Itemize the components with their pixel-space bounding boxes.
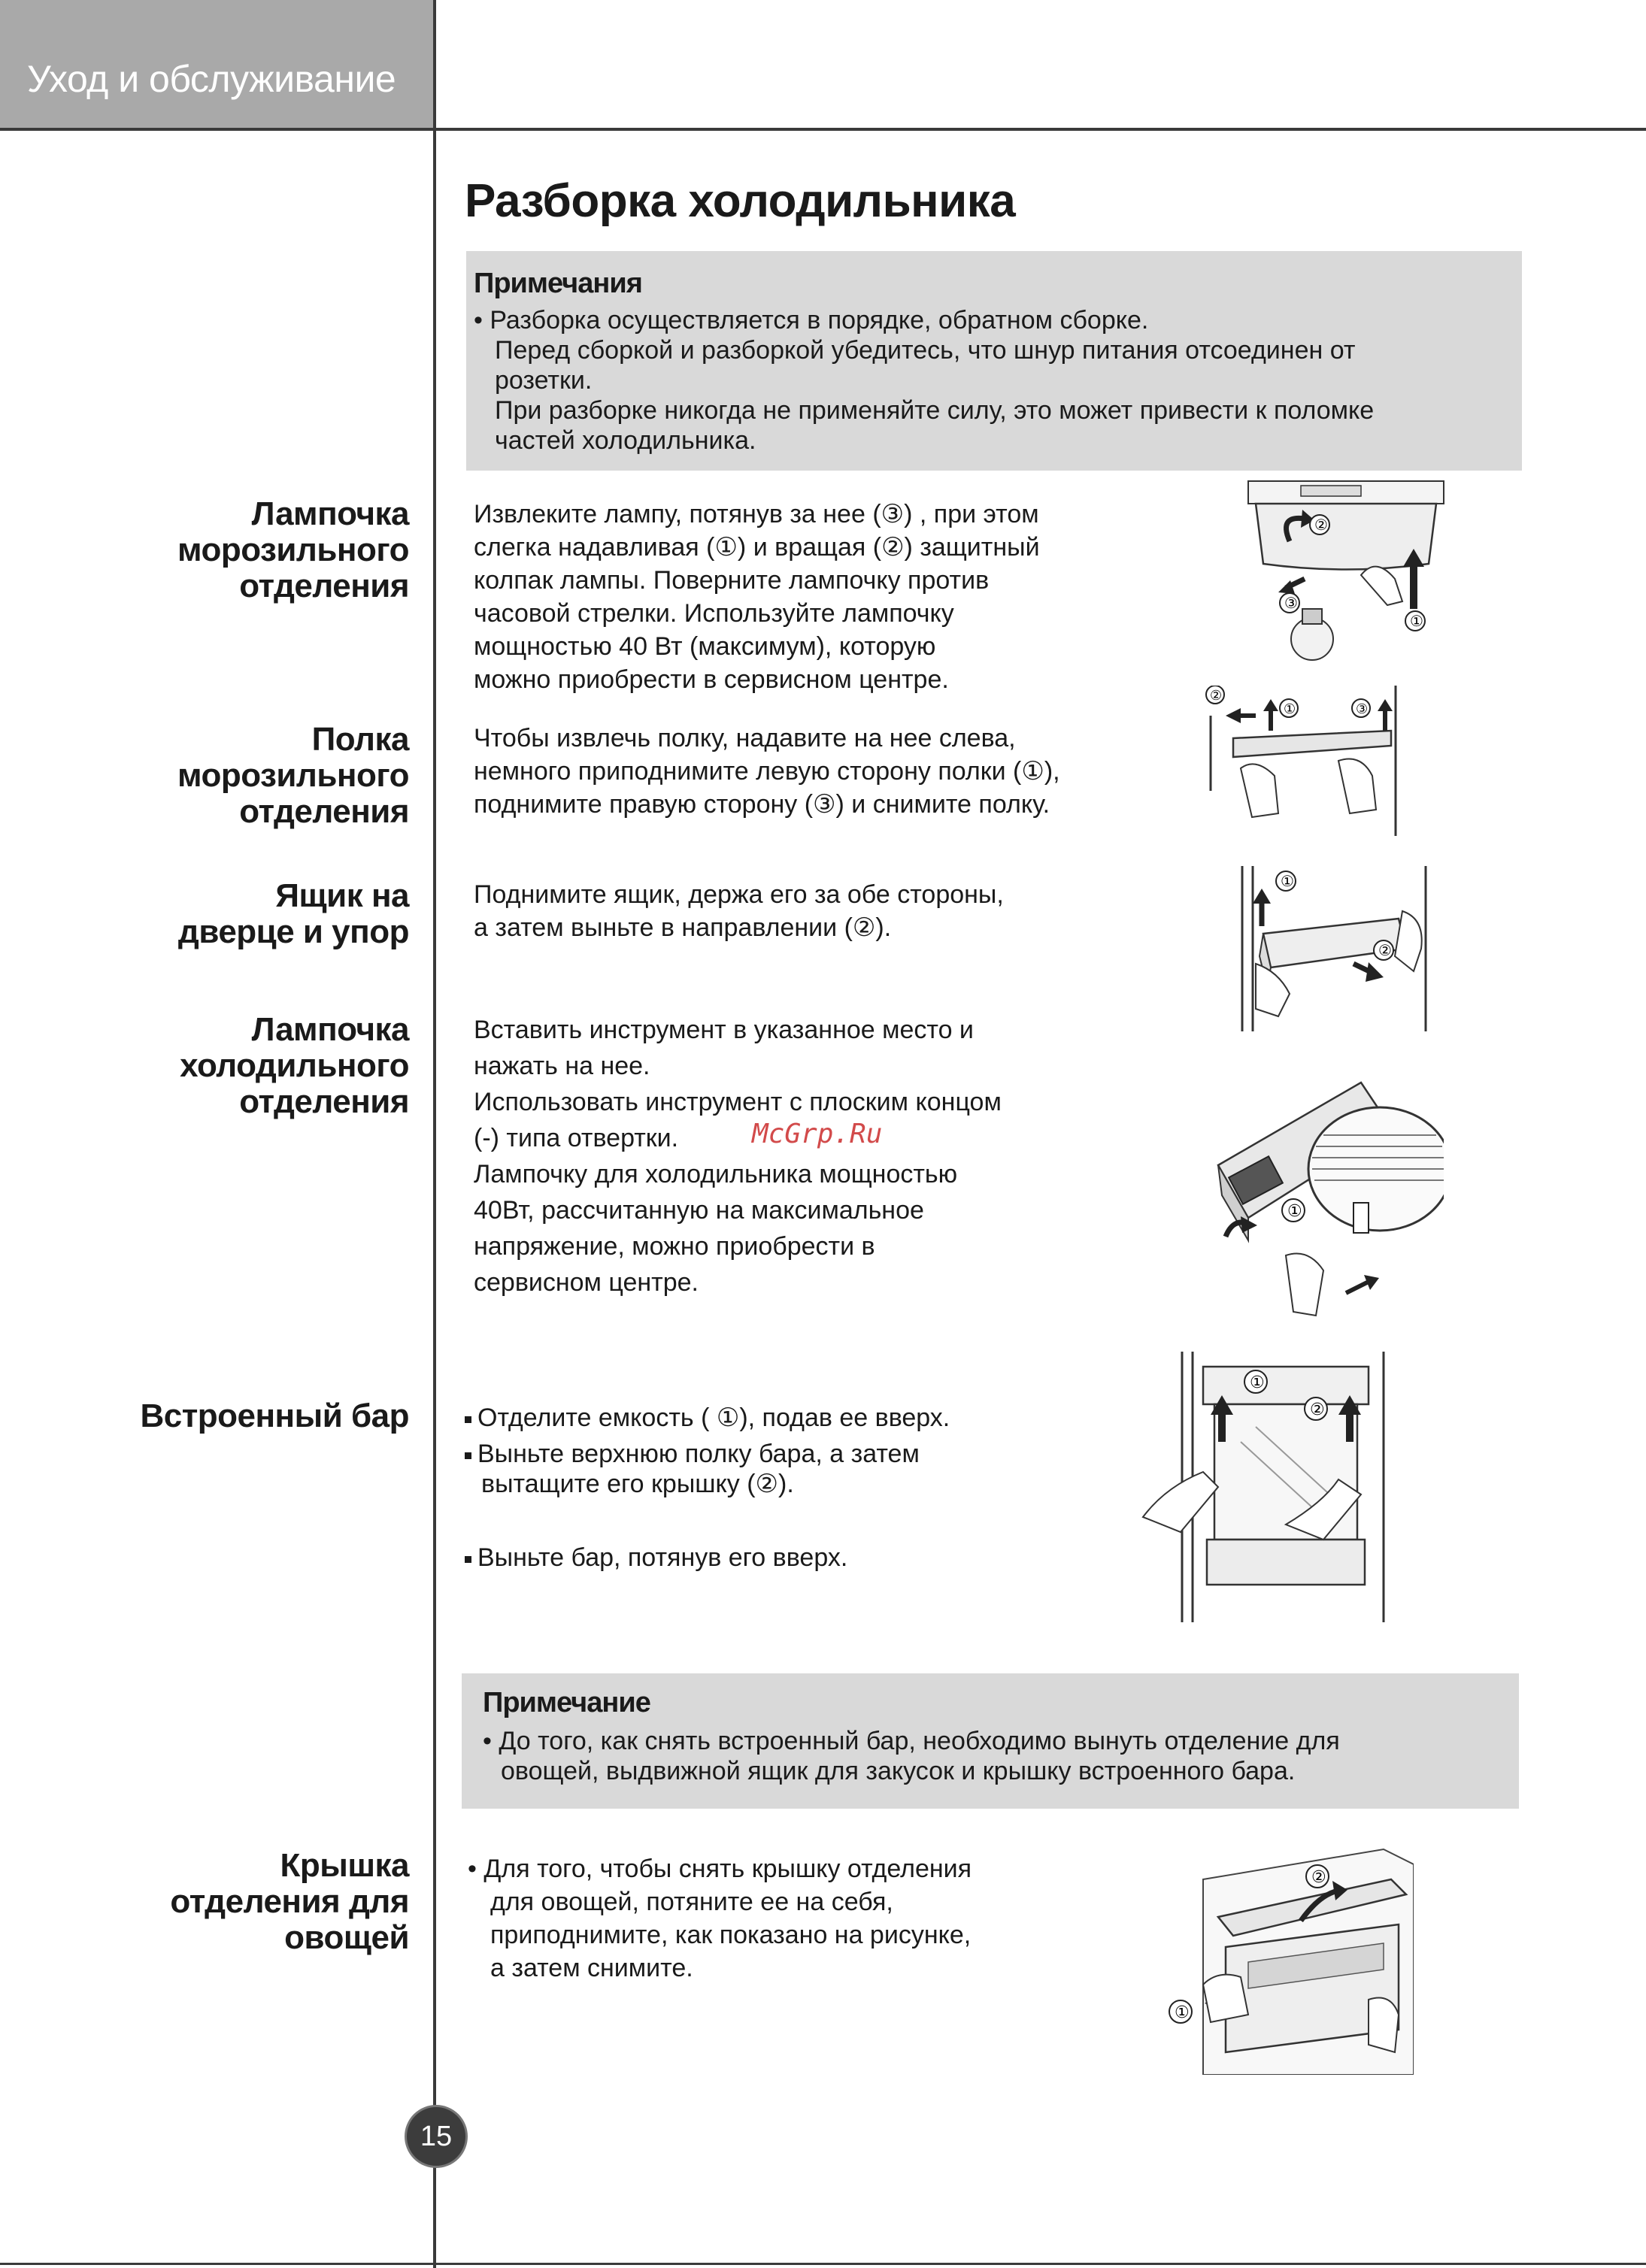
svg-text:①: ① xyxy=(1250,1373,1265,1392)
bar-bullet-2-cont: вытащите его крышку (②). xyxy=(481,1470,794,1498)
section-title-door-bin: Ящик на дверце и упор xyxy=(177,877,409,950)
note-line: овощей, выдвижной ящик для закусок и крышку встроенного бара. xyxy=(501,1757,1296,1785)
section-title-freezer-lamp: Лампочка морозильного отделения xyxy=(177,495,409,604)
section-text-door-bin: Поднимите ящик, держа его за обе стороны, а затем выньте в направлении (②). xyxy=(474,880,1004,942)
section-title-fridge-lamp: Лампочка холодильного отделения xyxy=(180,1011,409,1120)
section-title-vegetable-cover: Крышка отделения для овощей xyxy=(170,1847,409,1956)
svg-text:①: ① xyxy=(1287,1202,1302,1221)
svg-text:②: ② xyxy=(1210,688,1223,704)
bar-bullet-1: Отделите емкость ( ①), подав ее вверх. xyxy=(465,1403,950,1433)
svg-text:②: ② xyxy=(1311,1868,1326,1887)
header-section-label: Уход и обслуживание xyxy=(27,58,396,100)
built-in-bar-illustration xyxy=(1135,1352,1406,1622)
section-text-freezer-shelf: Чтобы извлечь полку, надавите на нее слева, немного приподнимите левую сторону полки (①), поднимите правую сторону (③) и снимите полку. xyxy=(474,724,1060,819)
section-title-freezer-shelf: Полка морозильного отделения xyxy=(177,721,409,830)
section-title-built-in-bar: Встроенный бар xyxy=(140,1397,409,1434)
note-line: розетки. xyxy=(495,366,593,395)
bar-bullet-3: Выньте бар, потянув его вверх. xyxy=(465,1543,847,1573)
header-section-tab xyxy=(0,0,435,129)
svg-text:②: ② xyxy=(1378,941,1392,959)
section-text-fridge-lamp: Вставить инструмент в указанное место и нажать на нее. Использовать инструмент с плоским концом (-) типа отвертки. Лампочку для холодильника мощностью 40Вт, рассчитанную на максимальное напряжение, можно приобрести в сервисном центре. xyxy=(474,1016,1002,1297)
bar-bullet-2: Выньте верхнюю полку бара, а затем xyxy=(465,1439,920,1469)
section-text-vegetable-cover: • Для того, чтобы снять крышку отделения для овощей, потяните ее на себя, приподнимите, как показано на рисунке, а затем снимите. xyxy=(468,1855,972,1982)
svg-text:③: ③ xyxy=(1284,594,1298,612)
header-divider xyxy=(0,128,1646,131)
note-line: частей холодильника. xyxy=(495,426,756,455)
fridge-lamp-illustration xyxy=(1203,1052,1444,1338)
note-box-bottom xyxy=(462,1673,1519,1809)
svg-text:①: ① xyxy=(1410,612,1423,630)
svg-text:②: ② xyxy=(1314,516,1328,534)
footer-divider xyxy=(0,2263,1646,2265)
note-line: При разборке никогда не применяйте силу, это может привести к поломке xyxy=(495,396,1375,425)
page-number: 15 xyxy=(405,2105,468,2168)
page-title: Разборка холодильника xyxy=(465,175,1016,227)
section-text-freezer-lamp: Извлеките лампу, потянув за нее (③) , при этом слегка надавливая (①) и вращая (②) защитный колпак лампы. Поверните лампочку против часовой стрелки. Используйте лампочку мощностью 40 Вт (максимум), которую можно приобрести в сервисном центре. xyxy=(474,500,1040,694)
note-line: • Разборка осуществляется в порядке, обратном сборке. xyxy=(474,306,1149,335)
note-box-top xyxy=(466,251,1522,471)
vertical-divider xyxy=(433,0,436,2268)
note-line: Перед сборкой и разборкой убедитесь, что шнур питания отсоединен от xyxy=(495,336,1356,365)
door-bin-illustration xyxy=(1233,866,1444,1031)
watermark: McGrp.Ru xyxy=(752,1119,883,1149)
freezer-shelf-illustration xyxy=(1196,686,1421,836)
svg-text:①: ① xyxy=(1284,701,1296,717)
svg-text:①: ① xyxy=(1281,872,1294,890)
svg-text:①: ① xyxy=(1175,2003,1190,2022)
note-heading: Примечания xyxy=(474,268,642,299)
svg-text:③: ③ xyxy=(1356,701,1369,717)
note-line: • До того, как снять встроенный бар, необходимо вынуть отделение для xyxy=(483,1727,1340,1755)
note-heading: Примечание xyxy=(483,1687,650,1718)
svg-text:②: ② xyxy=(1310,1400,1325,1419)
vegetable-cover-illustration xyxy=(1158,1834,1414,2075)
freezer-lamp-illustration xyxy=(1233,474,1459,684)
